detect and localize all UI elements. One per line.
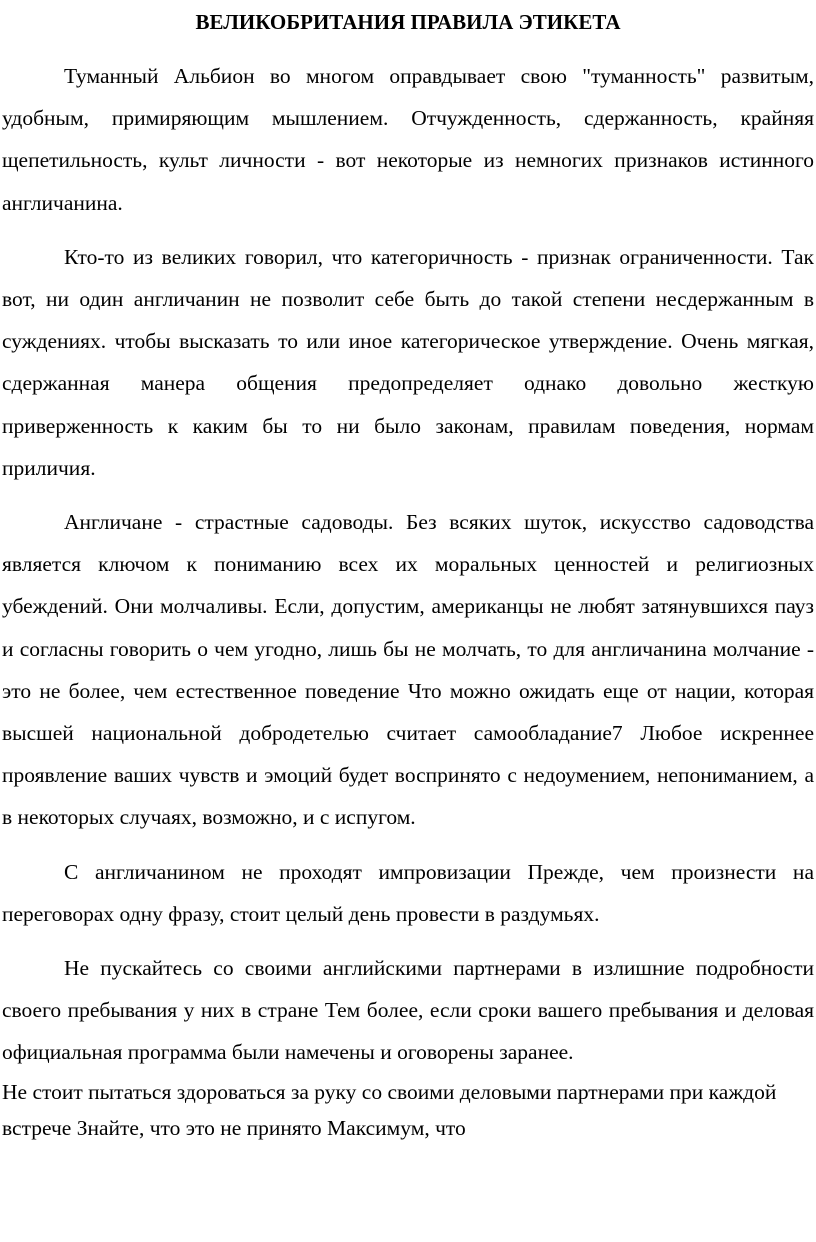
- paragraph-details: Не пускайтесь со своими английскими партнерами в излишние подробности своего пребывания у них в стране Тем более, если сроки вашего пребывания и деловая официальная программа были намечены и оговорены заранее.: [2, 956, 814, 1065]
- paragraph-improvisation: С англичанином не проходят импровизации Прежде, чем произнести на переговорах одну фразу, стоит целый день провести в раздумьях.: [2, 859, 814, 926]
- paragraph-gardeners: Англичане - страстные садоводы. Без всяких шуток, искусство садоводства является ключом к пониманию всех их моральных ценностей и религиозных убеждений. Они молчаливы. Если, допустим, американцы не любят затянувшихся пауз и согласны говорить о чем угодно, лишь бы не молчать, то для англичанина молчание - это не более, чем естественное поведение Что можно ожидать еще от нации, которая высшей национальной добродетелью считает самообладание7 Любое искреннее проявление ваших чувств и эмоций будет воспринято с недоумением, непониманием, а в некоторых случаях, возможно, и с испугом.: [2, 510, 814, 830]
- paragraph-categorical: Кто-то из великих говорил, что категоричность - признак ограниченности. Так вот, ни один англичанин не позволит себе быть до такой степени несдержанным в суждениях. чтобы высказать то или иное категорическое утверждение. Очень мягкая, сдержанная манера общения предопределяет однако довольно жесткую приверженность к каким бы то ни было законам, правилам поведения, нормам приличия.: [2, 244, 814, 480]
- paragraph-handshake: Не стоит пытаться здороваться за руку со своими деловыми партнерами при каждой встрече Знайте, что это не принято Максимум, что: [2, 1079, 777, 1140]
- paragraph-intro: Туманный Альбион во многом оправдывает свою "туманность" развитым, удобным, примиряющим мышлением. Отчужденность, сдержанность, крайняя щепетильность, культ личности - вот некоторые из немногих признаков истинного англичанина.: [2, 64, 814, 215]
- document-title: ВЕЛИКОБРИТАНИЯ ПРАВИЛА ЭТИКЕТА: [195, 10, 621, 34]
